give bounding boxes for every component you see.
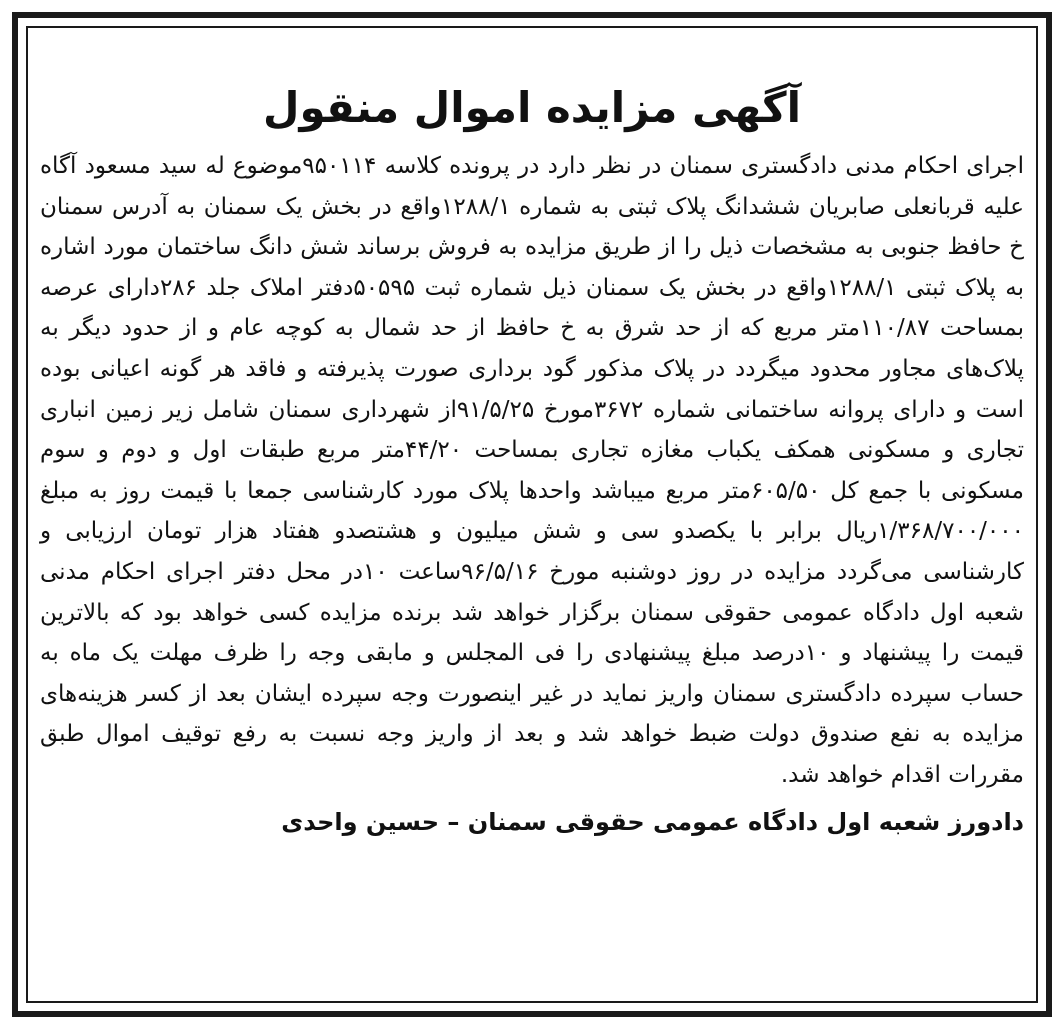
notice-body: اجرای احکام مدنی دادگستری سمنان در نظر دارد در پرونده کلاسه ۹۵۰۱۱۴موضوع له سید مسعود آگاه علیه قربانعلی صابریان ششدانگ پلاک ثبتی به شماره ۱۲۸۸/۱واقع در بخش یک سمنان به آدرس سمنان خ حافظ جنوبی به مشخصات ذیل را از طریق مزایده به فروش برساند شش دانگ ساختمان مورد اشاره به پلاک ثبتی ۱۲۸۸/۱واقع در بخش یک سمنان ذیل شماره ثبت ۵۰۵۹۵دفتر املاک جلد ۲۸۶دارای عرصه بمساحت ۱۱۰/۸۷متر مربع که از حد شرق به خ حافظ از حد شمال به کوچه عام و از حدود دیگر به پلاک‌های مجاور محدود میگردد در پلاک مذکور گود برداری صورت پذیرفته و فاقد هر گونه اعیانی بوده است و دارای پروانه ساختمانی شماره ۳۶۷۲مورخ ۹۱/۵/۲۵از شهرداری سمنان شامل زیر زمین انباری تجاری و مسکونی همکف یکباب مغازه تجاری بمساحت ۴۴/۲۰متر مربع طبقات اول و دوم و سوم مسکونی با جمع کل ۶۰۵/۵۰متر مربع میباشد واحدها پلاک مورد کارشناسی جمعا با قیمت روز به مبلغ ۱/۳۶۸/۷۰۰/۰۰۰ریال برابر با یکصدو سی و شش میلیون و هشتصدو هفتاد هزار تومان ارزیابی و کارشناسی می‌گردد مزایده در روز دوشنبه مورخ ۹۶/۵/۱۶ساعت ۱۰در محل دفتر اجرای احکام مدنی شعبه اول دادگاه عمومی حقوقی سمنان برگزار خواهد شد برنده مزایده کسی خواهد بود که بالاترین قیمت را پیشنهاد و ۱۰درصد مبلغ پیشنهادی را فی المجلس و مابقی وجه را ظرف مهلت یک ماه به حساب سپرده دادگستری سمنان واریز نماید در غیر اینصورت وجه سپرده ایشان بعد از کسر هزینه‌های مزایده به نفع صندوق دولت ضبط خواهد شد و بعد از واریز وجه نسبت به رفع توقیف اموال طبق مقررات اقدام خواهد شد. <box>40 153 1024 788</box>
notice-content <box>40 76 1024 844</box>
notice-signature: دادورز شعبه اول دادگاه عمومی حقوقی سمنان – حسین واحدی <box>281 807 1024 836</box>
notice-title: آگهی مزایده اموال منقول <box>263 83 801 132</box>
notice-outer-border <box>12 12 1052 1017</box>
